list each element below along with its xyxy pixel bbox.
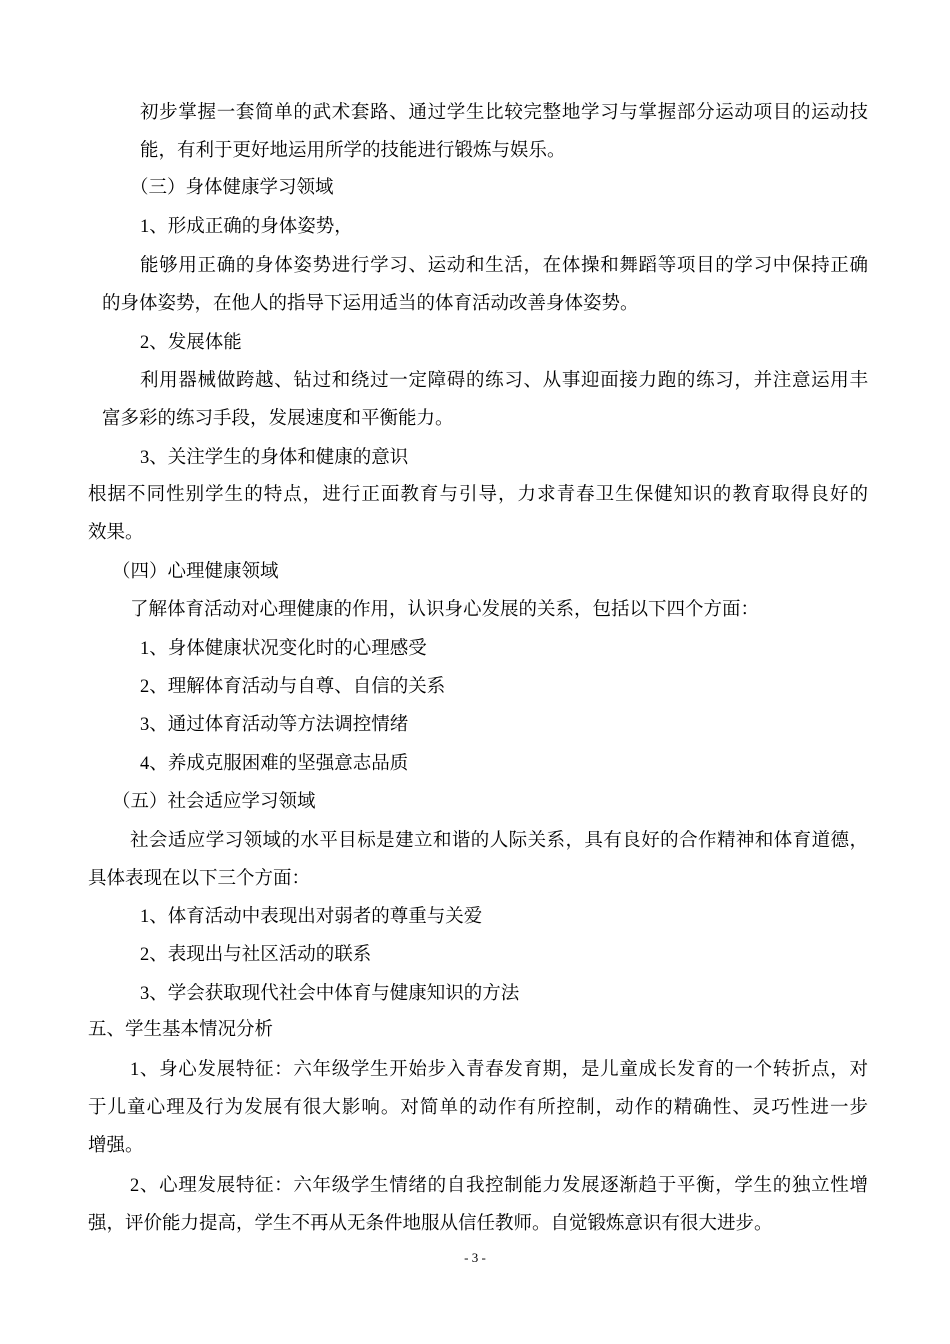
list-item: 2、理解体育活动与自尊、自信的关系 xyxy=(140,677,446,697)
paragraph-line: 增强。 xyxy=(88,1136,144,1156)
subheading: 1、形成正确的身体姿势， xyxy=(140,217,353,237)
section-heading: （三）身体健康学习领域 xyxy=(130,178,334,198)
paragraph-line: 具体表现在以下三个方面： xyxy=(88,869,311,889)
list-item: 2、表现出与社区活动的联系 xyxy=(140,945,372,965)
paragraph-line: 的身体姿势，在他人的指导下运用适当的体育活动改善身体姿势。 xyxy=(102,294,639,314)
paragraph-line: 根据不同性别学生的特点，进行正面教育与引导，力求青春卫生保健知识的教育取得良好的 xyxy=(88,485,868,505)
paragraph-line: 初步掌握一套简单的武术套路、通过学生比较完整地学习与掌握部分运动项目的运动技 xyxy=(140,103,868,123)
paragraph-line: 效果。 xyxy=(88,523,144,543)
section-heading: （五）社会适应学习领域 xyxy=(112,792,316,812)
paragraph-line: 了解体育活动对心理健康的作用，认识身心发展的关系，包括以下四个方面： xyxy=(130,600,760,620)
paragraph-line: 能，有利于更好地运用所学的技能进行锻炼与娱乐。 xyxy=(140,141,566,161)
paragraph-line: 社会适应学习领域的水平目标是建立和谐的人际关系，具有良好的合作精神和体育道德， xyxy=(130,831,868,851)
page-number: - 3 - xyxy=(464,1250,486,1265)
paragraph-line: 能够用正确的身体姿势进行学习、运动和生活，在体操和舞蹈等项目的学习中保持正确 xyxy=(140,256,868,276)
list-item: 1、身体健康状况变化时的心理感受 xyxy=(140,639,427,659)
paragraph-line: 利用器械做跨越、钻过和绕过一定障碍的练习、从事迎面接力跑的练习，并注意运用丰 xyxy=(140,371,868,391)
list-item: 3、学会获取现代社会中体育与健康知识的方法 xyxy=(140,984,520,1004)
subheading: 2、发展体能 xyxy=(140,333,242,353)
paragraph-line: 2、心理发展特征：六年级学生情绪的自我控制能力发展逐渐趋于平衡，学生的独立性增 xyxy=(130,1176,868,1196)
list-item: 4、养成克服困难的坚强意志品质 xyxy=(140,754,409,774)
paragraph-line: 强，评价能力提高，学生不再从无条件地服从信任教师。自觉锻炼意识有很大进步。 xyxy=(88,1214,773,1234)
section-heading: （四）心理健康领域 xyxy=(112,562,279,582)
list-item: 3、通过体育活动等方法调控情绪 xyxy=(140,715,409,735)
subheading: 3、关注学生的身体和健康的意识 xyxy=(140,448,409,468)
paragraph-line: 1、身心发展特征：六年级学生开始步入青春发育期，是儿童成长发育的一个转折点，对 xyxy=(130,1060,868,1080)
paragraph-line: 富多彩的练习手段，发展速度和平衡能力。 xyxy=(102,409,454,429)
chapter-heading: 五、学生基本情况分析 xyxy=(88,1020,274,1040)
list-item: 1、体育活动中表现出对弱者的尊重与关爱 xyxy=(140,907,483,927)
paragraph-line: 于儿童心理及行为发展有很大影响。对简单的动作有所控制，动作的精确性、灵巧性进一步 xyxy=(88,1098,868,1118)
